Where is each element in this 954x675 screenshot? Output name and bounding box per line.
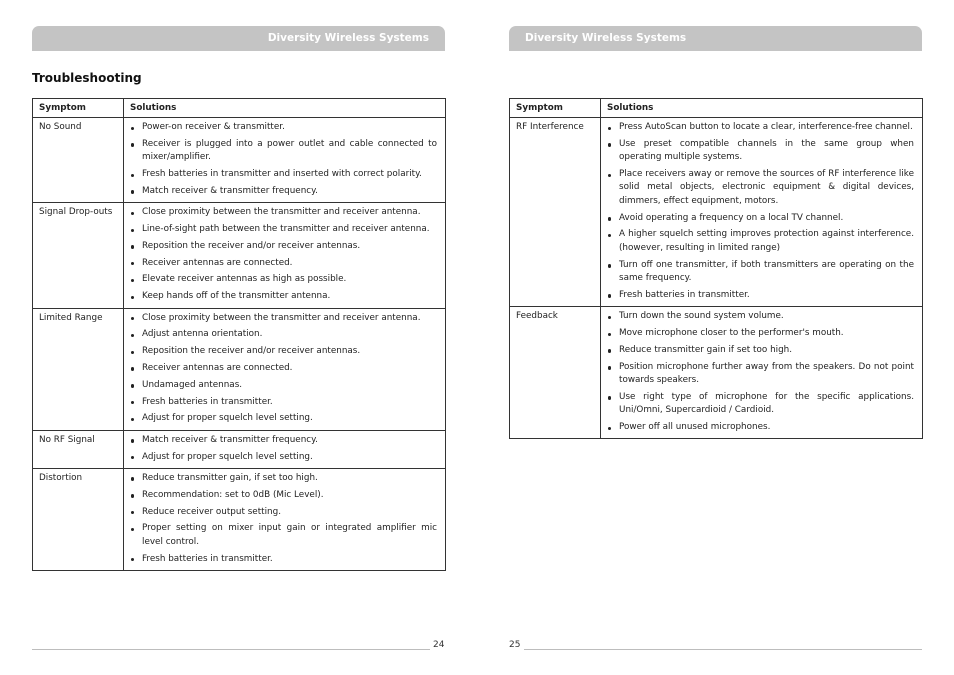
solutions-cell bbox=[601, 118, 923, 307]
symptom-cell: Signal Drop-outs bbox=[33, 203, 124, 308]
header-title-left: Diversity Wireless Systems bbox=[267, 32, 429, 44]
table-row bbox=[33, 118, 446, 203]
solution-item: Adjust for proper squelch level setting. bbox=[130, 451, 437, 464]
solution-item: Close proximity between the transmitter and receiver antenna. bbox=[130, 312, 437, 325]
solution-item: Adjust for proper squelch level setting. bbox=[130, 412, 437, 425]
section-title: Troubleshooting bbox=[32, 71, 142, 85]
solutions-list bbox=[130, 472, 437, 566]
solutions-list bbox=[607, 310, 914, 434]
table-row bbox=[33, 468, 446, 570]
solution-item: Avoid operating a frequency on a local TV channel. bbox=[607, 212, 914, 225]
table-row bbox=[510, 307, 923, 439]
solution-item: Reduce transmitter gain, if set too high. bbox=[130, 472, 437, 485]
solution-item: Place receivers away or remove the sources of RF interference like solid metal objects, electronic equipment & digital devices, dimmers, effect equipment, motors. bbox=[607, 168, 914, 208]
solution-item: Fresh batteries in transmitter. bbox=[607, 289, 914, 302]
solution-item: Line-of-sight path between the transmitter and receiver antenna. bbox=[130, 223, 437, 236]
column-header-solutions: Solutions bbox=[601, 99, 923, 118]
solutions-list bbox=[130, 434, 437, 464]
header-bar-right bbox=[509, 26, 922, 51]
solution-item: Fresh batteries in transmitter. bbox=[130, 396, 437, 409]
table-row bbox=[33, 203, 446, 308]
page-number-left: 24 bbox=[433, 640, 445, 650]
page-number-right: 25 bbox=[509, 640, 521, 650]
solutions-cell bbox=[124, 308, 446, 430]
solution-item: Use right type of microphone for the specific applications. Uni/Omni, Supercardioid / Cardioid. bbox=[607, 391, 914, 418]
solution-item: Reduce receiver output setting. bbox=[130, 506, 437, 519]
solution-item: A higher squelch setting improves protection against interference. (however, resulting in limited range) bbox=[607, 228, 914, 255]
solutions-cell bbox=[124, 430, 446, 468]
solution-item: Turn down the sound system volume. bbox=[607, 310, 914, 323]
symptom-cell: Distortion bbox=[33, 468, 124, 570]
solution-item: Receiver antennas are connected. bbox=[130, 362, 437, 375]
solutions-cell bbox=[124, 468, 446, 570]
solutions-cell bbox=[124, 118, 446, 203]
solution-item: Fresh batteries in transmitter and inserted with correct polarity. bbox=[130, 168, 437, 181]
solution-item: Fresh batteries in transmitter. bbox=[130, 553, 437, 566]
solutions-list bbox=[130, 312, 437, 426]
solution-item: Move microphone closer to the performer's mouth. bbox=[607, 327, 914, 340]
footer-rule-left bbox=[32, 649, 430, 650]
table-row bbox=[33, 308, 446, 430]
column-header-symptom: Symptom bbox=[33, 99, 124, 118]
symptom-cell: Feedback bbox=[510, 307, 601, 439]
solution-item: Press AutoScan button to locate a clear, interference-free channel. bbox=[607, 121, 914, 134]
solution-item: Position microphone further away from the speakers. Do not point towards speakers. bbox=[607, 361, 914, 388]
symptom-cell: No Sound bbox=[33, 118, 124, 203]
solutions-list bbox=[607, 121, 914, 302]
solution-item: Elevate receiver antennas as high as possible. bbox=[130, 273, 437, 286]
solution-item: Match receiver & transmitter frequency. bbox=[130, 185, 437, 198]
solution-item: Receiver antennas are connected. bbox=[130, 257, 437, 270]
solution-item: Undamaged antennas. bbox=[130, 379, 437, 392]
solutions-list bbox=[130, 121, 437, 198]
solutions-list bbox=[130, 206, 437, 303]
solutions-cell bbox=[601, 307, 923, 439]
solution-item: Use preset compatible channels in the same group when operating multiple systems. bbox=[607, 138, 914, 165]
column-header-symptom: Symptom bbox=[510, 99, 601, 118]
solution-item: Reposition the receiver and/or receiver antennas. bbox=[130, 240, 437, 253]
symptom-cell: RF Interference bbox=[510, 118, 601, 307]
solution-item: Match receiver & transmitter frequency. bbox=[130, 434, 437, 447]
solution-item: Turn off one transmitter, if both transmitters are operating on the same frequency. bbox=[607, 259, 914, 286]
symptom-cell: No RF Signal bbox=[33, 430, 124, 468]
solution-item: Adjust antenna orientation. bbox=[130, 328, 437, 341]
table-row bbox=[510, 118, 923, 307]
header-title-right: Diversity Wireless Systems bbox=[525, 32, 687, 44]
header-bar-left bbox=[32, 26, 445, 51]
troubleshooting-table-right bbox=[509, 98, 923, 439]
column-header-solutions: Solutions bbox=[124, 99, 446, 118]
table-row bbox=[33, 430, 446, 468]
solution-item: Recommendation: set to 0dB (Mic Level). bbox=[130, 489, 437, 502]
solution-item: Reposition the receiver and/or receiver antennas. bbox=[130, 345, 437, 358]
solution-item: Close proximity between the transmitter and receiver antenna. bbox=[130, 206, 437, 219]
solution-item: Proper setting on mixer input gain or integrated amplifier mic level control. bbox=[130, 522, 437, 549]
symptom-cell: Limited Range bbox=[33, 308, 124, 430]
solution-item: Power off all unused microphones. bbox=[607, 421, 914, 434]
table-header-row bbox=[33, 99, 446, 118]
table-header-row bbox=[510, 99, 923, 118]
solution-item: Keep hands off of the transmitter antenna. bbox=[130, 290, 437, 303]
footer-rule-right bbox=[524, 649, 922, 650]
solution-item: Reduce transmitter gain if set too high. bbox=[607, 344, 914, 357]
solution-item: Power-on receiver & transmitter. bbox=[130, 121, 437, 134]
solutions-cell bbox=[124, 203, 446, 308]
solution-item: Receiver is plugged into a power outlet and cable connected to mixer/amplifier. bbox=[130, 138, 437, 165]
troubleshooting-table-left bbox=[32, 98, 446, 571]
